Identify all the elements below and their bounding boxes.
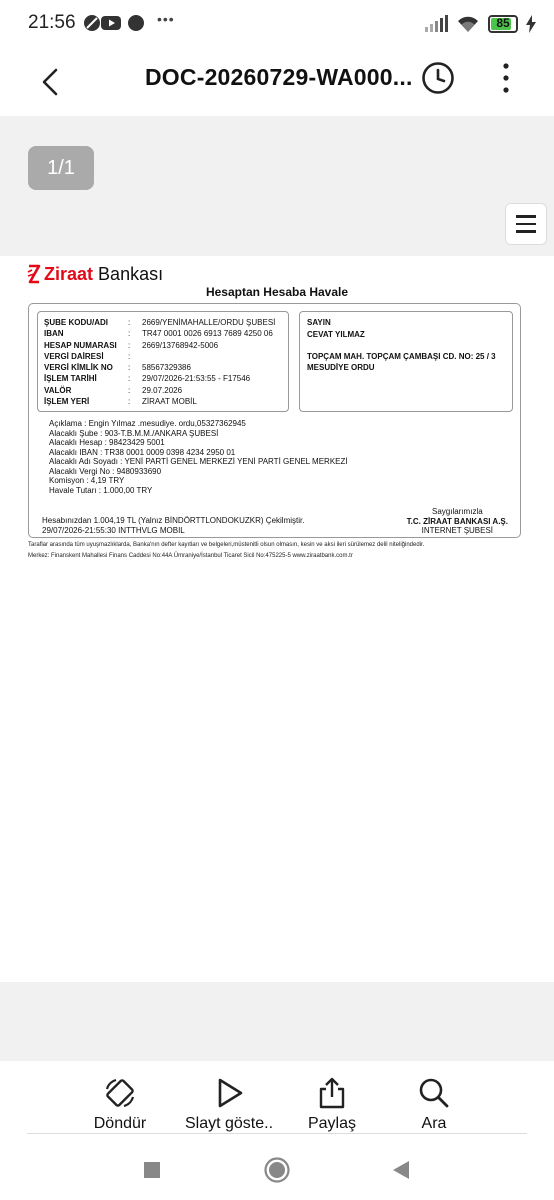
- info-colon: :: [128, 318, 131, 327]
- status-right: [424, 12, 536, 36]
- withdrawal-line2: 29/07/2026-21:55:30 INTTHVLG MOBIL: [42, 525, 185, 535]
- document-heading: Hesaptan Hesaba Havale: [205, 285, 349, 299]
- search-icon: [416, 1075, 452, 1111]
- headquarters-note: Merkez: Finanskent Mahallesi Finans Caddesi No:44A Ümraniye/İstanbul Ticaret Sicil No:475225-5 www.ziraatbank.com.tr: [28, 553, 353, 559]
- info-row: [44, 351, 282, 362]
- data-saver-icon: [83, 14, 101, 32]
- withdrawal-line1: Hesabınızdan 1.004,19 TL (Yalnız BİNDÖRTTLONDOKUZKR) Çekilmiştir.: [42, 516, 305, 525]
- recipient-salutation: SAYIN: [307, 318, 331, 327]
- info-colon: :: [128, 374, 131, 384]
- detail-line: Alacaklı IBAN : TR38 0001 0009 0398 4234 2950 01: [49, 447, 236, 457]
- withdrawal-summary: [42, 516, 304, 535]
- toolbar-divider: [27, 1133, 527, 1134]
- signature-bank: T.C. ZİRAAT BANKASI A.Ş.: [406, 516, 508, 526]
- info-label: VALÖR: [44, 385, 72, 395]
- back-nav-button[interactable]: [386, 1155, 416, 1185]
- detail-line: Komisyon : 4,19 TRY: [49, 476, 125, 485]
- recipient-name: CEVAT YILMAZ: [307, 330, 365, 339]
- app-bar: [0, 50, 554, 116]
- account-info-box: [37, 311, 289, 412]
- info-value: TR47 0001 0026 6913 7689 4250 06: [142, 329, 273, 339]
- detail-line: Alacaklı Vergi No : 9480933690: [49, 466, 162, 476]
- info-value: 2669/13768942-5006: [142, 340, 219, 350]
- detail-line: Açıklama : Engin Yılmaz .mesudiye. ordu,05327362945: [49, 419, 246, 428]
- detail-line: Alacaklı Hesap : 98423429 5001: [49, 438, 165, 447]
- logo-prefix: Ziraat: [44, 263, 94, 284]
- info-label: IBAN: [44, 329, 64, 339]
- status-bar: [0, 0, 554, 50]
- info-row: [44, 340, 282, 351]
- detail-line: Havale Tutarı : 1.000,00 TRY: [49, 485, 153, 495]
- recipient-address-line1: TOPÇAM MAH. TOPÇAM ÇAMBAŞI CD. NO: 25 / 3: [307, 352, 496, 361]
- info-colon: :: [128, 329, 131, 339]
- info-label: HESAP NUMARASI: [44, 340, 117, 350]
- hamburger-icon: [516, 213, 536, 236]
- detail-line: Alacaklı Adı Soyadı : YENİ PARTİ GENEL MERKEZİ YENİ PARTİ GENEL MERKEZİ: [49, 457, 348, 466]
- battery-level: 85: [496, 16, 510, 30]
- info-colon: :: [128, 351, 131, 361]
- info-value: 29.07.2026: [142, 385, 183, 395]
- recents-button[interactable]: [137, 1155, 167, 1185]
- info-row: [44, 328, 282, 339]
- share-icon: [314, 1075, 350, 1111]
- info-colon: :: [128, 340, 131, 350]
- charging-icon: [526, 15, 536, 33]
- detail-line: Alacaklı Şube : 903-T.B.M.M./ANKARA ŞUBESİ: [49, 428, 219, 438]
- recipient-box: [299, 311, 513, 412]
- signature-regards: Saygılarımızla: [431, 507, 483, 516]
- rotate-button[interactable]: [65, 1075, 175, 1133]
- info-colon: :: [128, 385, 131, 395]
- recipient-address-line2: MESUDİYE ORDU: [307, 363, 375, 372]
- transfer-details: [49, 419, 348, 495]
- more-notifications-icon: •••: [157, 11, 175, 27]
- triangle-back-icon: [392, 1160, 410, 1180]
- page-indicator: 1/1: [28, 146, 94, 190]
- rotate-icon: [102, 1075, 138, 1111]
- rotate-label: Döndür: [93, 1115, 147, 1132]
- info-row: [44, 362, 282, 373]
- info-label: ŞUBE KODU/ADI: [44, 318, 109, 327]
- bank-signature: [407, 507, 508, 536]
- menu-button[interactable]: [505, 203, 547, 245]
- signature-branch: INTERNET ŞUBESİ: [421, 526, 494, 535]
- document-viewer[interactable]: [0, 116, 554, 1061]
- youtube-icon: [101, 14, 121, 32]
- home-button[interactable]: [262, 1155, 292, 1185]
- document-page: [0, 256, 554, 982]
- info-value: 58567329386: [142, 363, 191, 373]
- receipt-box: [28, 303, 521, 538]
- more-options-icon[interactable]: [494, 60, 518, 96]
- info-colon: :: [128, 363, 131, 373]
- info-label: İŞLEM YERİ: [44, 397, 90, 407]
- system-nav-bar: [0, 1145, 554, 1200]
- square-icon: [143, 1161, 161, 1179]
- signal-icon: [424, 15, 448, 33]
- ziraat-wheat-icon: [27, 264, 41, 284]
- info-colon: :: [128, 397, 131, 407]
- info-value: 2669/YENİMAHALLE/ORDU ŞUBESİ: [142, 318, 276, 327]
- back-arrow-icon: [40, 67, 60, 97]
- status-time: 21:56: [28, 12, 76, 33]
- info-value: 29/07/2026-21:53:55 - F17546: [142, 374, 251, 384]
- notification-dot-icon: [127, 14, 145, 32]
- info-row: [44, 385, 282, 396]
- info-label: VERGİ DAİRESİ: [44, 351, 104, 361]
- slideshow-button[interactable]: [174, 1075, 284, 1133]
- info-value: [142, 351, 282, 362]
- info-value: ZİRAAT MOBİL: [142, 397, 197, 407]
- slideshow-label: Slayt göste..: [184, 1115, 274, 1132]
- bank-logo: [27, 263, 163, 285]
- share-label: Paylaş: [307, 1115, 357, 1132]
- search-button[interactable]: [379, 1075, 489, 1133]
- home-circle-icon: [263, 1156, 291, 1184]
- info-label: İŞLEM TARİHİ: [44, 374, 97, 384]
- back-button[interactable]: [30, 62, 70, 102]
- wifi-icon: [456, 14, 480, 34]
- search-label: Ara: [421, 1115, 447, 1132]
- legal-note: Taraflar arasında tüm uyuşmazlıklarda, Banka'nın defter kayıtları ve belgeleri,müstenitli olsun olmasın, kesin ve aksi ileri sürülemez delil niteliğindedir.: [28, 542, 425, 548]
- logo-suffix: Bankası: [98, 263, 164, 284]
- info-row: [44, 373, 282, 384]
- info-row: [44, 317, 282, 328]
- info-label: VERGİ KİMLİK NO: [44, 363, 113, 373]
- play-icon: [211, 1075, 247, 1111]
- document-title: DOC-20260729-WA000...: [145, 64, 413, 90]
- battery-icon: [488, 15, 518, 33]
- info-row: [44, 396, 282, 407]
- share-button[interactable]: [277, 1075, 387, 1133]
- history-clock-icon[interactable]: [420, 60, 456, 96]
